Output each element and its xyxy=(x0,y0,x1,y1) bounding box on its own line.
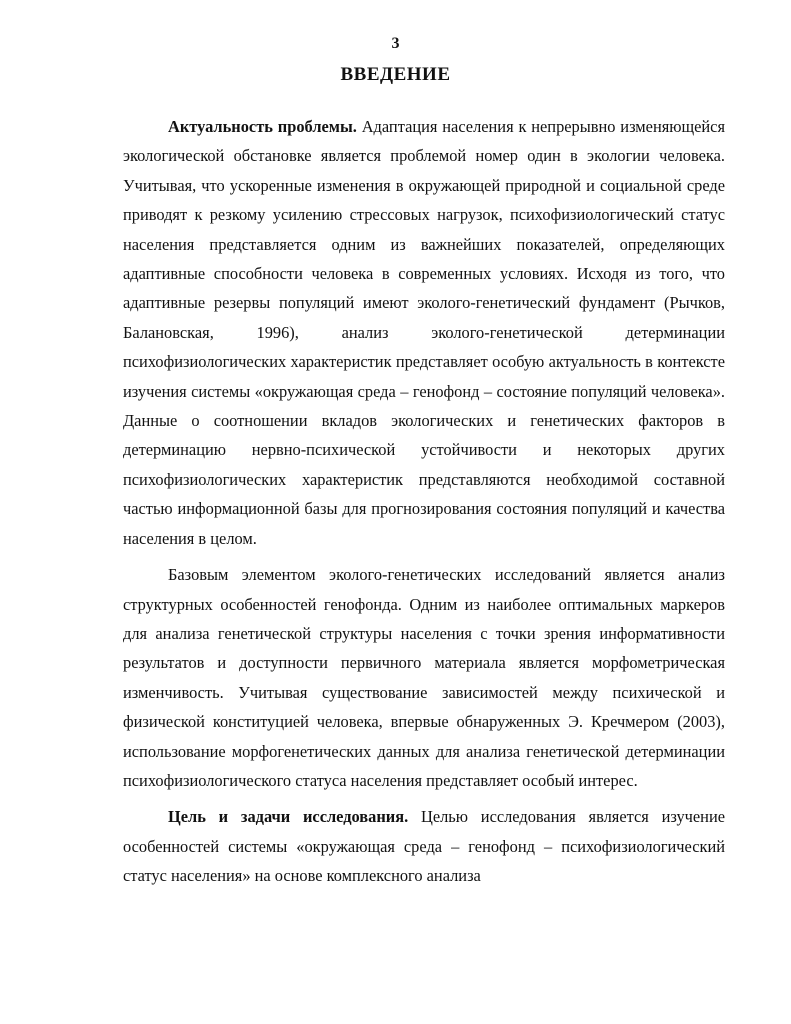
paragraph-text: Адаптация населения к непрерывно изменяющейся экологической обстановке является проблемой номер один в экологии человека. Учитывая, что ускоренные изменения в окружающей природной и социальной среде приводят к резкому усилению стрессовых нагрузок, психофизиологический статус населения представляется одним из важнейших показателей, определяющих адаптивные способности человека в современных условиях. Исходя из того, что адаптивные резервы популяций имеют эколого-генетический фундамент (Рычков, Балановская, 1996), анализ эколого-генетической детерминации психофизиологических характеристик представляет особую актуальность в контексте изучения системы «окружающая среда – генофонд – состояние популяций человека». Данные о соотношении вкладов экологических и генетических факторов в детерминацию нервно-психической устойчивости и некоторых других психофизиологических характеристик представляются необходимой составной частью информационной базы для прогнозирования состояния популяций и качества населения в целом. xyxy=(123,117,725,548)
section-heading: ВВЕДЕНИЕ xyxy=(340,64,451,85)
paragraph-relevance xyxy=(123,112,725,553)
paragraph-text: Базовым элементом эколого-генетических исследований является анализ структурных особенностей генофонда. Одним из наиболее оптимальных маркеров для анализа генетической структуры населения с точки зрения информативности результатов и доступности первичного материала является морфометрическая изменчивость. Учитывая существование зависимостей между психической и физической конституцией человека, впервые обнаруженных Э. Кречмером (2003), использование морфогенетических данных для анализа генетической детерминации психофизиологического статуса населения представляет особый интерес. xyxy=(123,565,725,790)
paragraph-basis xyxy=(123,560,725,795)
page-number: 3 xyxy=(391,35,400,52)
paragraph-lead: Актуальность проблемы. xyxy=(168,117,357,136)
paragraph-text: Целью исследования является изучение особенностей системы «окружающая среда – генофонд – психофизиологический статус населения» на основе комплексного анализа xyxy=(123,807,726,886)
paragraph-lead: Цель и задачи исследования. xyxy=(168,807,409,827)
body-text xyxy=(123,112,725,891)
paragraph-goals xyxy=(123,802,725,890)
